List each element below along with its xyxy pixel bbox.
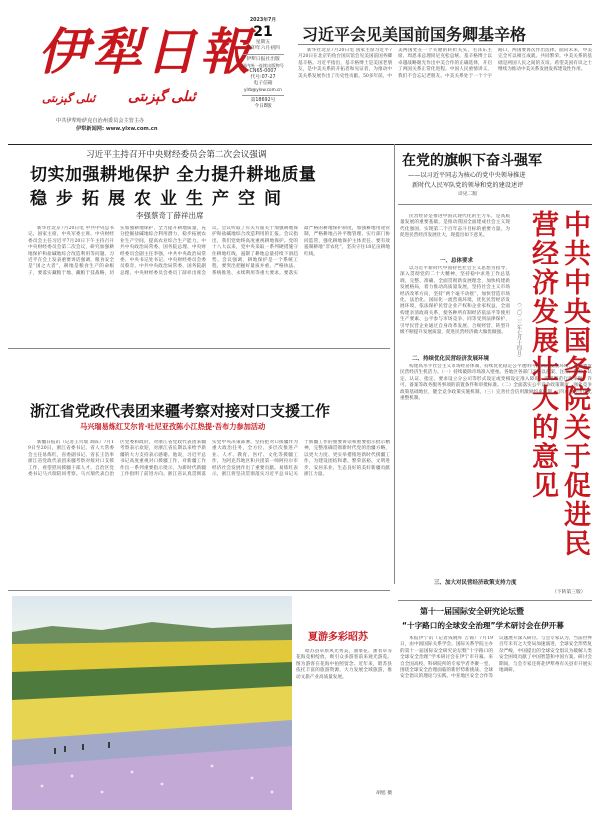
top-headline: 习近平会见美国前国务卿基辛格 [302, 25, 527, 44]
issue-year-month: 2023年7月 [249, 18, 277, 23]
photo-feature-credit: 胡旭 摄 [376, 791, 392, 796]
masthead-uyghur-right: ئىلى گېزىتى [128, 89, 196, 105]
issue-email-label: 电子信箱 [253, 81, 273, 86]
lead-kicker: 习近平主持召开中央财经委员会第二次会议强调 [86, 150, 267, 160]
divider [398, 600, 592, 601]
party-banner-sub1: ——以习近平同志为核心的党中央领导推进 [408, 172, 526, 179]
opinion-vertical-date: （二〇二三年七月十四日） [516, 300, 522, 360]
issue-number: 第18692号 [250, 98, 276, 103]
opinion-section-3: 三、加大对民营经济政策支持力度 [434, 580, 517, 586]
divider [8, 144, 592, 145]
divider [8, 348, 390, 349]
zhejiang-subhead: 马兴瑞易炼红艾尔肯·吐尼亚孜陈小江热提·吾布力参加活动 [80, 422, 266, 431]
issue-publisher: 伊犁日报社出版 [246, 57, 280, 62]
masthead [8, 8, 254, 138]
opinion-section-1-body: 以习近平新时代中国特色社会主义思想为指导，深入贯彻党的二十大精神，坚持稳中求进工作总基调，完整、准确、全面贯彻新发展理念，加快构建新发展格局，着力推动高质量发展，坚持社会主义市场经济改革方向，坚持“两个毫不动摇”，加快营造市场化、法治化、国际化一流营商环境，优化民营经济发展环境，依法保护民营企业产权和企业家权益，全面构建亲清政商关系，使各种所有制经济依法平等使用生产要素、公平参与市场竞争、同等受到法律保护，引导民营企业通过自身改革发展、合规经营、转型升级不断提升发展质量，促进民营经济做大做优做强。 [400, 266, 510, 336]
photo-feature-title: 夏游多彩昭苏 [308, 632, 368, 643]
party-banner-note: 详见二版 [458, 192, 478, 197]
masthead-website: 伊犁新闻网: www.ylxw.com.cn [76, 126, 158, 132]
issue-weekday: 星期五 [255, 40, 271, 45]
field-landscape-image [12, 596, 292, 810]
divider [298, 44, 592, 45]
opinion-continue: （下转第三版） [552, 590, 586, 595]
opinion-section-2: 二、持续优化民营经济发展环境 [412, 356, 490, 362]
issue-email: ylrb@ylxw.com.cn [244, 87, 282, 92]
forum-kicker: 第十一届国际安全研究论坛暨 [420, 607, 524, 616]
issue-pages: 今日8版 [254, 104, 272, 109]
party-banner-sub2: 新时代人民军队党的领导和党的建设述评 [412, 182, 524, 189]
masthead-publisher: 中共伊犁哈萨克自治州委员会主管主办 [56, 118, 145, 124]
masthead-uyghur-left: ئىلى گېزىتى [42, 92, 96, 105]
divider [394, 144, 395, 584]
lead-byline: 李强蔡奇丁薛祥出席 [136, 211, 204, 220]
lead-headline-1: 切实加强耕地保护 全力提升耕地质量 [30, 165, 317, 185]
opinion-intro: 民营经济是推进中国式现代化的生力军，是高质量发展的重要基础，是推动我国全面建成社会主义现代化强国、实现第二个百年奋斗目标的重要力量。为促进民营经济发展壮大，现提出如下意见。 [400, 214, 510, 239]
opinion-section-1: 一、总体要求 [440, 258, 474, 264]
zhejiang-body: 新疆日报讯（记者王兴瑞 刘陈）7月19日至20日，浙江省委书记、省人大常委会主任易炼红，省委副书记、省长王浩率浙江省党政代表团来疆考察对接对口支援工作，看望慰问援疆干部人才。自治区党委书记马兴瑞陪同考察。马兴瑞代表自治区党委和政府，对浙江省党政代表团来疆考察表示欢迎，对浙江省长期以来给予新疆的大力支持表示感谢。他说，习近平总书记高度重视对口援疆工作，对新疆工作作出一系列重要指示批示，为新时代新疆工作指明了前进方向。浙江省认真贯彻落实党中央决策部署，坚持把对口援疆作为重大政治任务，全方位、多层次推进产业、人才、教育、医疗、文化等援疆工作，为阿克苏地区和兵团第一师阿拉尔市经济社会发展作出了重要贡献。易炼红表示，浙江将坚决贯彻落实习近平总书记关于新疆工作的重要讲话和重要指示批示精神，完整准确贯彻新时代党的治疆方略，以更大力度、更实举措推进新时代援疆工作，为建设团结和谐、繁荣富裕、文明进步、安居乐业、生态良好的美好新疆贡献浙江力量。 [28, 440, 390, 478]
opinion-section-2-body: 构建高水平社会主义市场经济体制，持续优化稳定公平透明可预期的发展环境，充分激发民营经济生机活力。（一）持续破除市场准入壁垒。各地区各部门不得以备案、注册、年检、认定、认证、指定、要求设立分公司等形式设定或变相设定准入障碍。清理规范行政审批、许可、备案等政务服务事项的前置条件和审批标准。（二）全面落实公平竞争政策制度。强化竞争政策基础地位，健全竞争政策实施机制。（三）完善社会信用激励约束机制。（四）完善市场化重整机制。 [400, 364, 592, 402]
issue-cn: CN65-0007 [249, 69, 277, 74]
issue-issn: 国内统一连续出版物号 [242, 63, 284, 68]
issue-lunar: 癸卯年六月初四 [246, 46, 280, 51]
top-article-body: 新华社北京7月20日电 国家主席习近平7月20日在北京钓鱼台国宾馆会见美国前国务卿基辛格。习近平指出，基辛格博士是美国老朋友，是中美关系的开拓者和见证者，为推动中美关系发展作出了历史性贡献。50多年前，中美两国处在一个关键的转折关头，毛泽东主席、周恩来总理同尼克松总统、基辛格博士以卓越战略眼光作出中美合作的正确选择，开启了两国关系正常化进程。中国人民重情讲义，我们不会忘记老朋友。中美关系处于一个十字路口，两国要再次作出选择。面向未来，中美完全可以相互成就、共同繁荣。中美关系的基础是两国人民之间的友谊。希望美国有识之士继续为推动中美关系发展发挥建设性作用。 [298, 48, 592, 79]
feature-photo [12, 596, 292, 810]
issue-box [242, 18, 284, 142]
masthead-title: 伊犁日報 [38, 22, 254, 81]
lead-body: 新华社北京7月20日电 中共中央总书记、国家主席、中央军委主席、中央财经委员会主任习近平7月20日下午主持召开中央财经委员会第二次会议，研究加强耕地保护和盐碱地综合改造利用等问题。习近平在会上发表重要讲话强调，粮食安全是“国之大者”，耕地是粮食生产的命根子，要落实藏粮于地、藏粮于技战略，切实加强耕地保护，全力提升耕地质量，充分挖掘盐碱地综合利用潜力，稳步拓展农业生产空间，提高农业综合生产能力。中共中央政治局常委、国务院总理、中央财经委员会副主任李强，中共中央政治局常委、中央书记处书记、中央财经委员会委员蔡奇，中共中央政治局常委、国务院副总理、中央财经委员会委员丁薛祥出席会议。会议听取了有关方面关于加强耕地保护和盐碱地综合改造利用的汇报。会议指出，我们党始终高度重视耕地保护。党的十八大以来，党中央采取一系列硬措施守住耕地红线，遏制了耕地总量持续下滑趋势。会议强调，耕地保护是一个系统工程，要突出把握好量质并重、严格执法、系统推进、永续利用等重大要求。要落实最严格的耕地保护制度，加强耕地用途管制，严格耕地占补平衡管理，实行部门协同监管，强化耕地保护主体责任。要有效遏制耕地“非农化”，坚决守住18亿亩耕地红线。 [28, 226, 390, 276]
photo-feature-box [296, 628, 392, 808]
issue-code: 代号:07-27 [250, 75, 276, 80]
forum-headline: “十字路口的全球安全治理”学术研讨会在伊开幕 [402, 621, 564, 630]
issue-day: 21 [253, 24, 273, 40]
forum-body: 本报伊宁讯（记者钱晓库 吉锦）7月19日，由中国国际关系学会、国际关系学院主办的第十一届国际安全研究论坛暨“十字路口的全球安全治理”学术研讨会在伊宁市开幕。来自全国高校、科研院所的专家学者齐聚一堂，围绕全球安全治理面临的新形势新挑战、全球安全倡议的理论与实践、中亚地区安全合作等议题展开深入研讨。与会专家认为，当前世界百年未有之大变局加速演进，全球安全形势复杂严峻，中国提出的全球安全倡议为破解人类安全困境贡献了中国智慧和中国方案。研讨会期间，与会专家还将赴伊犁州有关县市开展实地调研。 [400, 636, 592, 680]
party-banner-headline: 在党的旗帜下奋斗强军 [402, 153, 542, 169]
photo-feature-caption: 昭苏县草原风光秀美，油菜花、薰衣草等花海竞相绽放，吸引众多游客前来观光游览。图为游客在花海中拍照留念。近年来，昭苏县依托丰富的旅游资源，大力发展全域旅游，推动文旅产业高质量发展。 [296, 649, 392, 680]
lead-headline-2: 稳步拓展农业生产空间 [30, 189, 290, 209]
zhejiang-headline: 浙江省党政代表团来疆考察对接对口支援工作 [30, 402, 331, 420]
divider [8, 590, 390, 591]
opinion-vertical-title: 中共中央国务院关于促进民营经济发展壮大的意见 [527, 210, 590, 558]
divider [398, 204, 592, 205]
